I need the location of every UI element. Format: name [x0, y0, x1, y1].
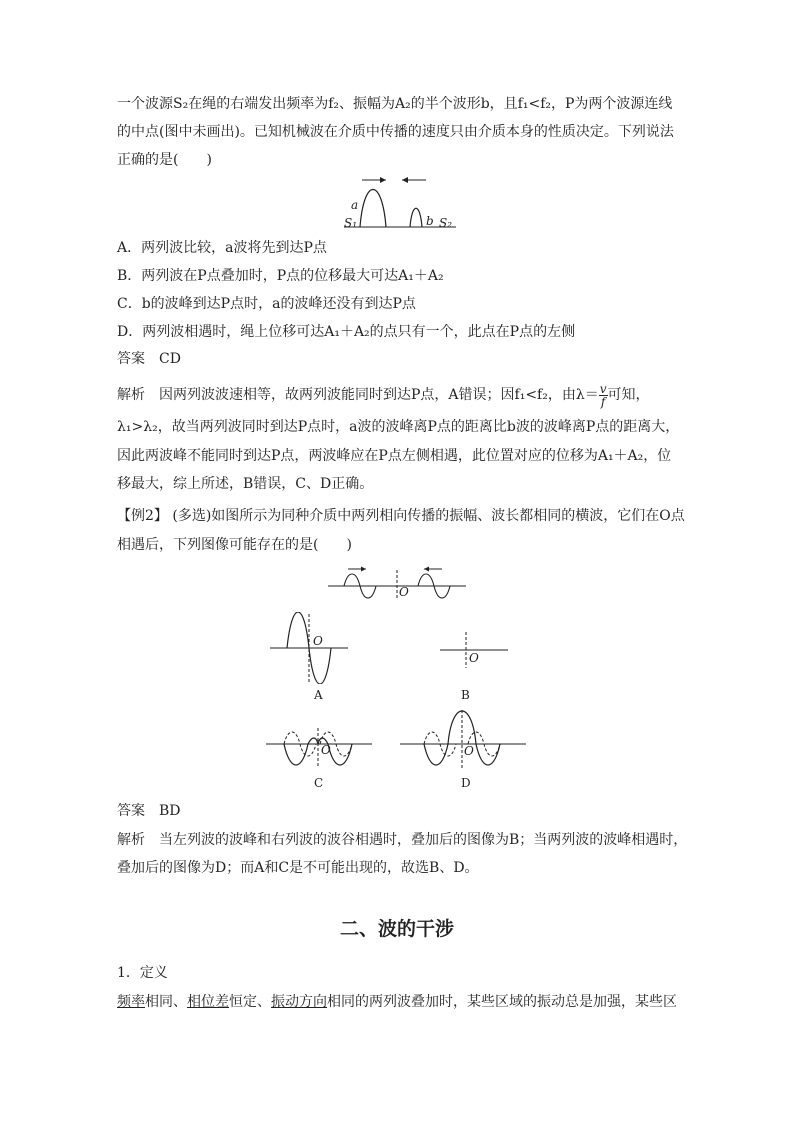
label-a: a [351, 198, 359, 212]
q1-figure [340, 172, 460, 234]
q1-option-b: B．两列波在P点叠加时，P点的位移最大可达A₁＋A₂ [117, 268, 444, 284]
def-text-3: 相同的两列波叠加时，某些区域的振动总是加强，某些区 [327, 994, 677, 1010]
definition-line [117, 992, 677, 1012]
q1-analysis-3: 因此两波峰不能同时到达P点，两波峰应在P点左侧相遇，此位置对应的位移为A₁＋A₂，位 [117, 448, 672, 464]
choice-c-o-label: O [321, 743, 331, 757]
q1-option-d: D．两列波相遇时，绳上位移可达A₁＋A₂的点只有一个，此点在P点的左侧 [117, 324, 576, 340]
choice-c-wave [264, 724, 374, 770]
q1-answer: 答案 CD [117, 351, 181, 367]
choice-a-label: A [314, 688, 323, 702]
q1-analysis-1-tail: 可知， [607, 387, 650, 403]
choice-d-label: D [461, 776, 471, 790]
fraction-numerator: v [599, 381, 607, 396]
q1-line2: 的中点(图中未画出)。已知机械波在介质中传播的速度只由介质本身的性质决定。下列说法 [117, 124, 674, 140]
label-b: b [426, 214, 434, 228]
approaching-waves-diagram [326, 564, 468, 604]
choice-b-o-label: O [469, 651, 479, 665]
ex2-analysis-1: 解析 当左列波的波峰和右列波的波谷相遇时，叠加后的图像为B；当两列波的波峰相遇时， [117, 832, 688, 848]
choice-a-wave [268, 612, 368, 684]
underline-frequency: 频率 [117, 994, 145, 1010]
ex2-line2: 相遇后，下列图像可能存在的是( ) [117, 537, 352, 553]
ex2-top-figure [326, 564, 468, 604]
choice-a-figure [268, 612, 368, 684]
ex2-line1: 【例2】 (多选)如图所示为同种介质中两列相向传播的振幅、波长都相同的横波，它们在O点 [117, 508, 685, 524]
choice-c-figure [264, 724, 374, 770]
section-subtitle: 1．定义 [117, 965, 168, 981]
label-s1: S₁ [344, 216, 358, 230]
fraction-denominator: f [600, 394, 606, 409]
choice-c-label: C [314, 776, 324, 790]
section-title: 二、波的干涉 [339, 918, 454, 940]
q1-line3: 正确的是( ) [117, 152, 212, 168]
choice-b-figure [436, 630, 516, 672]
ex2-answer: 答案 BD [117, 803, 181, 819]
choice-a-o-label: O [313, 634, 323, 648]
q1-analysis-1 [117, 382, 650, 408]
def-text-1: 相同、 [145, 994, 187, 1010]
choice-d-wave [398, 706, 528, 772]
underline-phase-difference: 相位差 [187, 994, 229, 1010]
top-figure-o-label: O [399, 585, 409, 599]
choice-d-figure [398, 706, 528, 772]
choice-b-label: B [461, 688, 470, 702]
q1-option-a: A．两列波比较，a波将先到达P点 [117, 240, 327, 256]
label-s2: S₂ [439, 216, 453, 230]
underline-vibration-direction: 振动方向 [271, 994, 327, 1010]
lambda-fraction [599, 383, 608, 408]
q1-line1: 一个波源S₂在绳的右端发出频率为f₂、振幅为A₂的半个波形b，且f₁<f₂，P为两个波源连线 [117, 96, 673, 112]
ex2-analysis-2: 叠加后的图像为D；而A和C是不可能出现的，故选B、D。 [117, 860, 479, 876]
def-text-2: 恒定、 [229, 994, 271, 1010]
q1-analysis-4: 移最大，综上所述，B错误，C、D正确。 [117, 476, 374, 492]
q1-option-c: C．b的波峰到达P点时，a的波峰还没有到达P点 [117, 296, 416, 312]
q1-analysis-1-text: 解析 因两列波波速相等，故两列波能同时到达P点，A错误；因f₁<f₂，由λ＝ [117, 387, 599, 403]
choice-d-o-label: O [464, 744, 474, 758]
q1-analysis-2: λ₁>λ₂，故当两列波同时到达P点时，a波的波峰离P点的距离比b波的波峰离P点的距离大， [117, 419, 680, 435]
